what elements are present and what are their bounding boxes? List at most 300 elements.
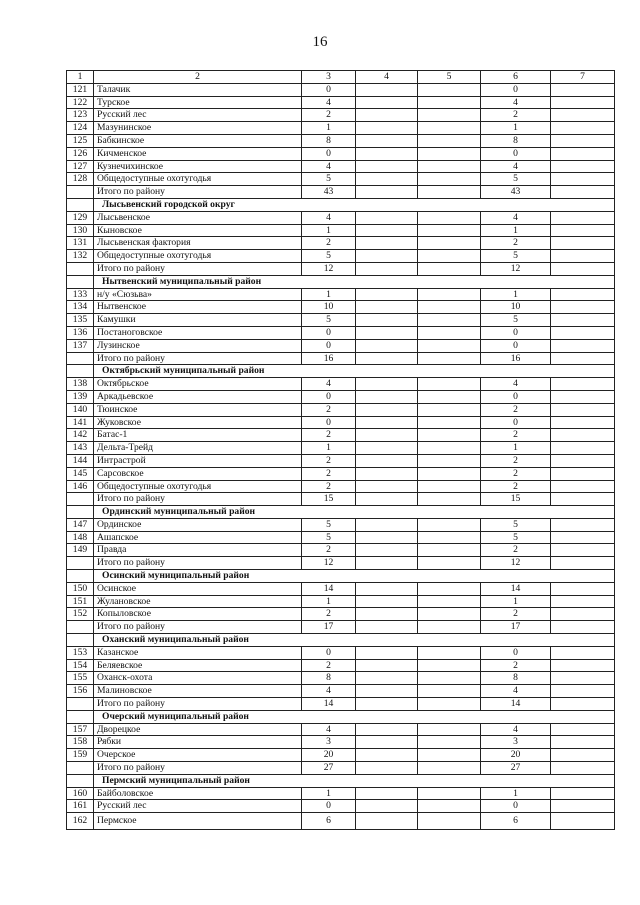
hunting-ground-row bbox=[67, 237, 615, 250]
col4-value bbox=[356, 518, 418, 531]
col4-value bbox=[356, 301, 418, 314]
col7-value bbox=[551, 403, 615, 416]
col7-value bbox=[551, 96, 615, 109]
row-number: 142 bbox=[67, 429, 94, 442]
col4-value bbox=[356, 186, 418, 199]
col7-value bbox=[551, 621, 615, 634]
col4-value bbox=[356, 83, 418, 96]
col4-value bbox=[356, 378, 418, 391]
col5-value bbox=[418, 787, 481, 800]
col7-value bbox=[551, 416, 615, 429]
district-section-row bbox=[67, 774, 615, 787]
col5-value bbox=[418, 186, 481, 199]
hunting-ground-row bbox=[67, 454, 615, 467]
col3-value: 2 bbox=[302, 467, 356, 480]
row-number: 149 bbox=[67, 544, 94, 557]
row-number: 121 bbox=[67, 83, 94, 96]
col5-value bbox=[418, 352, 481, 365]
ground-name: Итого по району bbox=[94, 557, 302, 570]
hunting-ground-row bbox=[67, 224, 615, 237]
col3-value: 4 bbox=[302, 160, 356, 173]
col3-value: 2 bbox=[302, 659, 356, 672]
col4-value bbox=[356, 480, 418, 493]
col7-value bbox=[551, 685, 615, 698]
ground-name: Лузинское bbox=[94, 339, 302, 352]
col6-value: 1 bbox=[481, 595, 551, 608]
row-number: 123 bbox=[67, 109, 94, 122]
col5-value bbox=[418, 301, 481, 314]
col6-value: 1 bbox=[481, 288, 551, 301]
col5-value bbox=[418, 544, 481, 557]
col7-value bbox=[551, 160, 615, 173]
col6-value: 2 bbox=[481, 544, 551, 557]
col7-value bbox=[551, 326, 615, 339]
hunting-ground-row bbox=[67, 442, 615, 455]
col3-value: 1 bbox=[302, 442, 356, 455]
ground-name: Кыновское bbox=[94, 224, 302, 237]
col6-value: 4 bbox=[481, 96, 551, 109]
row-number: 161 bbox=[67, 800, 94, 813]
col6-value: 2 bbox=[481, 480, 551, 493]
col5-value bbox=[418, 314, 481, 327]
ground-name: Октябрьское bbox=[94, 378, 302, 391]
hunting-ground-row bbox=[67, 339, 615, 352]
col6-value: 8 bbox=[481, 672, 551, 685]
col4-value bbox=[356, 672, 418, 685]
ground-name: Нытвенское bbox=[94, 301, 302, 314]
col5-value bbox=[418, 749, 481, 762]
district-title: Осинский муниципальный район bbox=[94, 570, 615, 583]
col3-value: 5 bbox=[302, 314, 356, 327]
col5-value bbox=[418, 390, 481, 403]
hunting-ground-row bbox=[67, 659, 615, 672]
district-title: Октябрьский муниципальный район bbox=[94, 365, 615, 378]
hunting-ground-row bbox=[67, 749, 615, 762]
ground-name: Правда bbox=[94, 544, 302, 557]
col6-value: 12 bbox=[481, 262, 551, 275]
col7-value bbox=[551, 608, 615, 621]
district-section-row bbox=[67, 710, 615, 723]
column-header: 5 bbox=[418, 71, 481, 84]
col3-value: 6 bbox=[302, 813, 356, 830]
col4-value bbox=[356, 454, 418, 467]
col3-value: 0 bbox=[302, 339, 356, 352]
col7-value bbox=[551, 723, 615, 736]
col6-value: 20 bbox=[481, 749, 551, 762]
row-number: 154 bbox=[67, 659, 94, 672]
section-number-cell bbox=[67, 365, 94, 378]
col6-value: 0 bbox=[481, 326, 551, 339]
col3-value: 2 bbox=[302, 429, 356, 442]
ground-name: Пермское bbox=[94, 813, 302, 830]
col3-value: 12 bbox=[302, 262, 356, 275]
col7-value bbox=[551, 467, 615, 480]
hunting-ground-row bbox=[67, 813, 615, 830]
ground-name: Камушки bbox=[94, 314, 302, 327]
col6-value: 6 bbox=[481, 813, 551, 830]
row-number: 143 bbox=[67, 442, 94, 455]
col5-value bbox=[418, 262, 481, 275]
col4-value bbox=[356, 173, 418, 186]
col4-value bbox=[356, 723, 418, 736]
row-number: 126 bbox=[67, 147, 94, 160]
hunting-ground-row bbox=[67, 685, 615, 698]
col4-value bbox=[356, 224, 418, 237]
col7-value bbox=[551, 237, 615, 250]
row-number: 144 bbox=[67, 454, 94, 467]
col5-value bbox=[418, 608, 481, 621]
col5-value bbox=[418, 467, 481, 480]
ground-name: Итого по району bbox=[94, 621, 302, 634]
col4-value bbox=[356, 429, 418, 442]
row-number: 139 bbox=[67, 390, 94, 403]
col4-value bbox=[356, 352, 418, 365]
col7-value bbox=[551, 531, 615, 544]
col5-value bbox=[418, 557, 481, 570]
row-number: 155 bbox=[67, 672, 94, 685]
col6-value: 0 bbox=[481, 416, 551, 429]
col4-value bbox=[356, 787, 418, 800]
col3-value: 17 bbox=[302, 621, 356, 634]
section-number-cell bbox=[67, 774, 94, 787]
col7-value bbox=[551, 582, 615, 595]
col6-value: 0 bbox=[481, 147, 551, 160]
col5-value bbox=[418, 109, 481, 122]
col6-value: 27 bbox=[481, 762, 551, 775]
row-number: 130 bbox=[67, 224, 94, 237]
col4-value bbox=[356, 134, 418, 147]
ground-name: Сарсовское bbox=[94, 467, 302, 480]
row-number bbox=[67, 352, 94, 365]
ground-name: Общедоступные охотугодья bbox=[94, 480, 302, 493]
ground-name: Итого по району bbox=[94, 186, 302, 199]
col6-value: 15 bbox=[481, 493, 551, 506]
hunting-ground-row bbox=[67, 403, 615, 416]
col4-value bbox=[356, 736, 418, 749]
col7-value bbox=[551, 544, 615, 557]
col5-value bbox=[418, 211, 481, 224]
col6-value: 0 bbox=[481, 390, 551, 403]
col3-value: 4 bbox=[302, 723, 356, 736]
col7-value bbox=[551, 339, 615, 352]
col7-value bbox=[551, 390, 615, 403]
row-number: 159 bbox=[67, 749, 94, 762]
col6-value: 10 bbox=[481, 301, 551, 314]
col4-value bbox=[356, 493, 418, 506]
col3-value: 1 bbox=[302, 595, 356, 608]
ground-name: Русский лес bbox=[94, 109, 302, 122]
col6-value: 0 bbox=[481, 800, 551, 813]
hunting-ground-row bbox=[67, 646, 615, 659]
col7-value bbox=[551, 672, 615, 685]
col4-value bbox=[356, 685, 418, 698]
col4-value bbox=[356, 621, 418, 634]
col5-value bbox=[418, 646, 481, 659]
col7-value bbox=[551, 698, 615, 711]
district-title: Пермский муниципальный район bbox=[94, 774, 615, 787]
col5-value bbox=[418, 429, 481, 442]
ground-name: Копыловское bbox=[94, 608, 302, 621]
row-number: 146 bbox=[67, 480, 94, 493]
col7-value bbox=[551, 378, 615, 391]
col6-value: 5 bbox=[481, 518, 551, 531]
row-number: 138 bbox=[67, 378, 94, 391]
ground-name: Общедоступные охотугодья bbox=[94, 173, 302, 186]
col3-value: 4 bbox=[302, 685, 356, 698]
section-number-cell bbox=[67, 634, 94, 647]
district-total-row bbox=[67, 186, 615, 199]
hunting-ground-row bbox=[67, 672, 615, 685]
col7-value bbox=[551, 147, 615, 160]
col7-value bbox=[551, 122, 615, 135]
col5-value bbox=[418, 442, 481, 455]
col6-value: 2 bbox=[481, 454, 551, 467]
col5-value bbox=[418, 403, 481, 416]
col3-value: 14 bbox=[302, 698, 356, 711]
row-number: 140 bbox=[67, 403, 94, 416]
row-number bbox=[67, 557, 94, 570]
col4-value bbox=[356, 749, 418, 762]
col7-value bbox=[551, 480, 615, 493]
col4-value bbox=[356, 557, 418, 570]
col6-value: 2 bbox=[481, 467, 551, 480]
row-number: 160 bbox=[67, 787, 94, 800]
col6-value: 1 bbox=[481, 122, 551, 135]
col3-value: 0 bbox=[302, 800, 356, 813]
ground-name: Жуковское bbox=[94, 416, 302, 429]
district-title: Оханский муниципальный район bbox=[94, 634, 615, 647]
district-section-row bbox=[67, 570, 615, 583]
hunting-ground-row bbox=[67, 134, 615, 147]
col5-value bbox=[418, 698, 481, 711]
col3-value: 4 bbox=[302, 211, 356, 224]
col6-value: 3 bbox=[481, 736, 551, 749]
hunting-ground-row bbox=[67, 429, 615, 442]
col7-value bbox=[551, 134, 615, 147]
col4-value bbox=[356, 96, 418, 109]
hunting-ground-row bbox=[67, 96, 615, 109]
col4-value bbox=[356, 339, 418, 352]
col7-value bbox=[551, 518, 615, 531]
row-number: 135 bbox=[67, 314, 94, 327]
district-total-row bbox=[67, 352, 615, 365]
col3-value: 0 bbox=[302, 147, 356, 160]
col6-value: 16 bbox=[481, 352, 551, 365]
row-number bbox=[67, 262, 94, 275]
hunting-ground-row bbox=[67, 595, 615, 608]
ground-name: Ашапское bbox=[94, 531, 302, 544]
col4-value bbox=[356, 582, 418, 595]
col4-value bbox=[356, 762, 418, 775]
row-number bbox=[67, 493, 94, 506]
col3-value: 16 bbox=[302, 352, 356, 365]
col5-value bbox=[418, 762, 481, 775]
col5-value bbox=[418, 83, 481, 96]
col6-value: 4 bbox=[481, 723, 551, 736]
col3-value: 14 bbox=[302, 582, 356, 595]
col4-value bbox=[356, 416, 418, 429]
col4-value bbox=[356, 237, 418, 250]
col7-value bbox=[551, 262, 615, 275]
hunting-ground-row bbox=[67, 122, 615, 135]
ground-name: Ординское bbox=[94, 518, 302, 531]
col6-value: 4 bbox=[481, 160, 551, 173]
col7-value bbox=[551, 173, 615, 186]
col5-value bbox=[418, 493, 481, 506]
col3-value: 8 bbox=[302, 672, 356, 685]
col6-value: 4 bbox=[481, 685, 551, 698]
col7-value bbox=[551, 800, 615, 813]
col5-value bbox=[418, 595, 481, 608]
col3-value: 1 bbox=[302, 122, 356, 135]
col6-value: 14 bbox=[481, 582, 551, 595]
col3-value: 2 bbox=[302, 544, 356, 557]
col5-value bbox=[418, 723, 481, 736]
col3-value: 2 bbox=[302, 403, 356, 416]
ground-name: Казанское bbox=[94, 646, 302, 659]
col3-value: 5 bbox=[302, 250, 356, 263]
hunting-ground-row bbox=[67, 736, 615, 749]
col7-value bbox=[551, 659, 615, 672]
page-number: 16 bbox=[312, 34, 328, 50]
col3-value: 5 bbox=[302, 518, 356, 531]
hunting-ground-row bbox=[67, 787, 615, 800]
col4-value bbox=[356, 813, 418, 830]
col7-value bbox=[551, 595, 615, 608]
row-number: 152 bbox=[67, 608, 94, 621]
hunting-ground-row bbox=[67, 467, 615, 480]
col4-value bbox=[356, 147, 418, 160]
col5-value bbox=[418, 736, 481, 749]
ground-name: Талачик bbox=[94, 83, 302, 96]
district-total-row bbox=[67, 621, 615, 634]
col6-value: 2 bbox=[481, 109, 551, 122]
hunting-ground-row bbox=[67, 211, 615, 224]
col5-value bbox=[418, 454, 481, 467]
col3-value: 27 bbox=[302, 762, 356, 775]
col3-value: 0 bbox=[302, 326, 356, 339]
row-number: 158 bbox=[67, 736, 94, 749]
district-section-row bbox=[67, 506, 615, 519]
col4-value bbox=[356, 390, 418, 403]
col4-value bbox=[356, 698, 418, 711]
col3-value: 4 bbox=[302, 96, 356, 109]
ground-name: Тюинское bbox=[94, 403, 302, 416]
col6-value: 2 bbox=[481, 429, 551, 442]
row-number: 156 bbox=[67, 685, 94, 698]
ground-name: Байболовское bbox=[94, 787, 302, 800]
ground-name: Лысьвенская фактория bbox=[94, 237, 302, 250]
col7-value bbox=[551, 186, 615, 199]
col6-value: 5 bbox=[481, 173, 551, 186]
row-number bbox=[67, 186, 94, 199]
hunting-ground-row bbox=[67, 314, 615, 327]
row-number: 128 bbox=[67, 173, 94, 186]
col5-value bbox=[418, 96, 481, 109]
hunting-ground-row bbox=[67, 723, 615, 736]
row-number: 124 bbox=[67, 122, 94, 135]
ground-name: Батас-1 bbox=[94, 429, 302, 442]
col4-value bbox=[356, 403, 418, 416]
col3-value: 1 bbox=[302, 288, 356, 301]
district-section-row bbox=[67, 365, 615, 378]
col6-value: 2 bbox=[481, 608, 551, 621]
district-total-row bbox=[67, 698, 615, 711]
col7-value bbox=[551, 109, 615, 122]
ground-name: Оханск-охота bbox=[94, 672, 302, 685]
col5-value bbox=[418, 339, 481, 352]
row-number: 125 bbox=[67, 134, 94, 147]
ground-name: Бабкинское bbox=[94, 134, 302, 147]
col5-value bbox=[418, 621, 481, 634]
col3-value: 8 bbox=[302, 134, 356, 147]
hunting-ground-row bbox=[67, 378, 615, 391]
col5-value bbox=[418, 531, 481, 544]
col7-value bbox=[551, 646, 615, 659]
section-number-cell bbox=[67, 506, 94, 519]
col7-value bbox=[551, 442, 615, 455]
district-title: Ординский муниципальный район bbox=[94, 506, 615, 519]
section-number-cell bbox=[67, 198, 94, 211]
hunting-ground-row bbox=[67, 800, 615, 813]
hunting-ground-row bbox=[67, 518, 615, 531]
hunting-ground-row bbox=[67, 250, 615, 263]
ground-name: Дворецкое bbox=[94, 723, 302, 736]
col4-value bbox=[356, 250, 418, 263]
hunting-ground-row bbox=[67, 544, 615, 557]
col7-value bbox=[551, 557, 615, 570]
hunting-ground-row bbox=[67, 608, 615, 621]
col6-value: 43 bbox=[481, 186, 551, 199]
col6-value: 2 bbox=[481, 237, 551, 250]
row-number: 122 bbox=[67, 96, 94, 109]
column-header: 7 bbox=[551, 71, 615, 84]
col5-value bbox=[418, 416, 481, 429]
hunting-grounds-table bbox=[66, 70, 615, 830]
column-header: 1 bbox=[67, 71, 94, 84]
col6-value: 2 bbox=[481, 403, 551, 416]
hunting-ground-row bbox=[67, 531, 615, 544]
col5-value bbox=[418, 582, 481, 595]
col5-value bbox=[418, 134, 481, 147]
col6-value: 2 bbox=[481, 659, 551, 672]
col7-value bbox=[551, 224, 615, 237]
col6-value: 8 bbox=[481, 134, 551, 147]
col3-value: 1 bbox=[302, 224, 356, 237]
ground-name: Очерское bbox=[94, 749, 302, 762]
col7-value bbox=[551, 314, 615, 327]
col4-value bbox=[356, 800, 418, 813]
row-number: 141 bbox=[67, 416, 94, 429]
row-number: 147 bbox=[67, 518, 94, 531]
col4-value bbox=[356, 659, 418, 672]
hunting-ground-row bbox=[67, 83, 615, 96]
col3-value: 1 bbox=[302, 787, 356, 800]
col6-value: 1 bbox=[481, 442, 551, 455]
hunting-ground-row bbox=[67, 301, 615, 314]
col7-value bbox=[551, 301, 615, 314]
col4-value bbox=[356, 122, 418, 135]
col7-value bbox=[551, 454, 615, 467]
col5-value bbox=[418, 813, 481, 830]
col3-value: 2 bbox=[302, 109, 356, 122]
col5-value bbox=[418, 122, 481, 135]
row-number bbox=[67, 698, 94, 711]
row-number bbox=[67, 762, 94, 775]
col3-value: 15 bbox=[302, 493, 356, 506]
row-number: 136 bbox=[67, 326, 94, 339]
row-number: 151 bbox=[67, 595, 94, 608]
